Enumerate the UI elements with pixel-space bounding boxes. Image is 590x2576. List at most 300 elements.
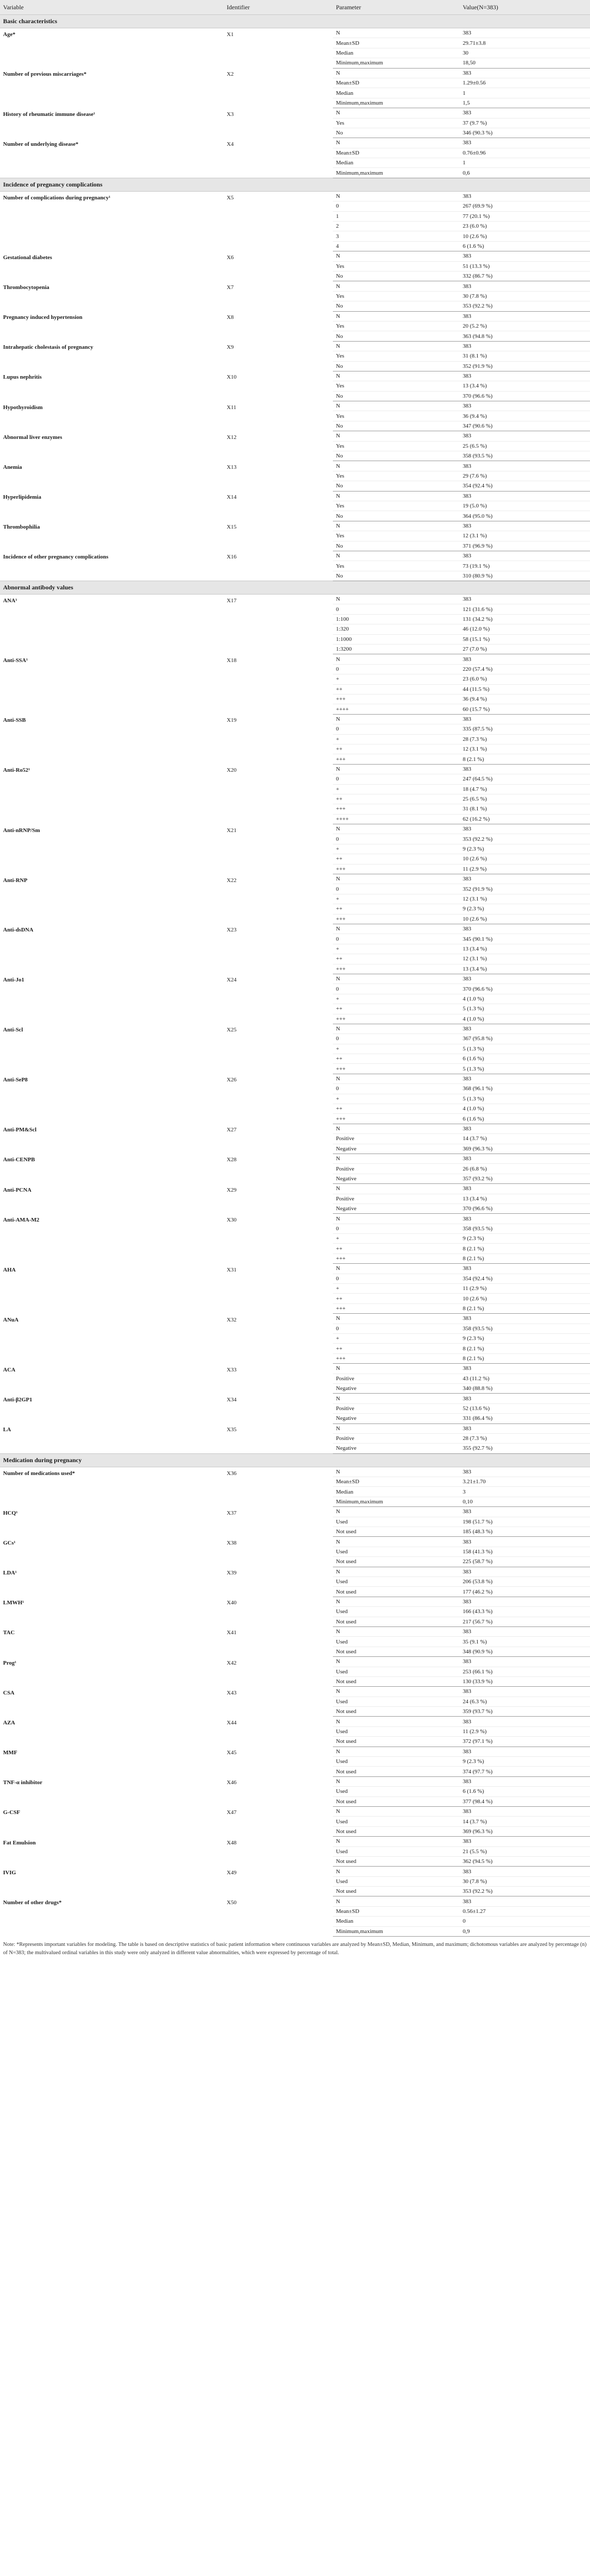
parameter-cell: + — [333, 734, 460, 744]
table-row — [0, 251, 590, 261]
value-cell: 27 (7.0 %) — [460, 645, 590, 654]
parameter-cell: ++++ — [333, 704, 460, 714]
value-cell: 383 — [460, 1747, 590, 1756]
parameter-cell: Minimum,maximum — [333, 168, 460, 178]
value-cell: 5 (1.3 %) — [460, 1044, 590, 1054]
variable-group — [0, 1314, 590, 1364]
parameter-cell: Median — [333, 1487, 460, 1497]
table-row — [0, 68, 590, 78]
value-cell: 13 (3.4 %) — [460, 1194, 590, 1204]
value-cell: 370 (96.6 %) — [460, 984, 590, 994]
value-cell: 185 (48.3 %) — [460, 1527, 590, 1537]
parameter-cell: N — [333, 1184, 460, 1194]
parameter-cell: Used — [333, 1697, 460, 1706]
parameter-cell: Median — [333, 1917, 460, 1926]
table-row — [0, 108, 590, 118]
variable-name: TNF-α inhibitor — [3, 1780, 43, 1786]
table-row — [0, 1314, 590, 1324]
variable-name: Gestational diabetes — [3, 254, 53, 261]
parameter-cell: +++ — [333, 1064, 460, 1074]
table-row — [0, 714, 590, 724]
value-cell: 8 (2.1 %) — [460, 1353, 590, 1363]
parameter-cell: N — [333, 491, 460, 501]
parameter-cell: Not used — [333, 1527, 460, 1537]
parameter-cell: + — [333, 1234, 460, 1244]
value-cell: 11 (2.9 %) — [460, 1726, 590, 1736]
table-row — [0, 371, 590, 381]
parameter-cell: No — [333, 511, 460, 521]
value-cell: 5 (1.3 %) — [460, 1004, 590, 1014]
variable-name: Hyperlipidemia — [3, 494, 41, 501]
value-cell: 23 (6.0 %) — [460, 674, 590, 684]
variable-name: Hypothyroidism — [3, 404, 43, 411]
variable-identifier: X6 — [227, 254, 234, 261]
value-cell: 374 (97.7 %) — [460, 1767, 590, 1776]
value-cell: 383 — [460, 28, 590, 38]
value-cell: 9 (2.3 %) — [460, 1757, 590, 1767]
parameter-cell: No — [333, 361, 460, 371]
value-cell: 383 — [460, 974, 590, 984]
parameter-cell: Yes — [333, 261, 460, 271]
parameter-cell: Used — [333, 1817, 460, 1826]
table-row — [0, 431, 590, 441]
value-cell: 357 (93.2 %) — [460, 1174, 590, 1183]
value-cell: 77 (20.1 %) — [460, 211, 590, 221]
parameter-cell: N — [333, 1896, 460, 1906]
parameter-cell: Median — [333, 158, 460, 168]
parameter-cell: 2 — [333, 222, 460, 231]
variable-name: Intrahepatic cholestasis of pregnancy — [3, 344, 93, 351]
value-cell: 1 — [460, 158, 590, 168]
parameter-cell: Minimum,maximum — [333, 1926, 460, 1936]
value-cell: 383 — [460, 1687, 590, 1697]
variable-name: Number of underlying disease* — [3, 141, 79, 147]
value-cell: 335 (87.5 %) — [460, 724, 590, 734]
value-cell: 4 (1.0 %) — [460, 1104, 590, 1114]
parameter-cell: +++ — [333, 1014, 460, 1024]
variable-identifier: X10 — [227, 374, 237, 381]
variable-name: ANuA — [3, 1316, 19, 1323]
parameter-cell: N — [333, 1394, 460, 1403]
value-cell: 369 (96.3 %) — [460, 1144, 590, 1154]
parameter-cell: +++ — [333, 804, 460, 814]
value-cell: 370 (96.6 %) — [460, 1204, 590, 1213]
parameter-cell: Not used — [333, 1797, 460, 1806]
variable-identifier: X26 — [227, 1077, 237, 1083]
table-row — [0, 824, 590, 834]
value-cell: 353 (92.2 %) — [460, 1887, 590, 1896]
parameter-cell: Used — [333, 1876, 460, 1886]
value-cell: 51 (13.3 %) — [460, 261, 590, 271]
value-cell: 370 (96.6 %) — [460, 391, 590, 401]
value-cell: 310 (80.9 %) — [460, 571, 590, 581]
value-cell: 18,50 — [460, 58, 590, 68]
value-cell: 358 (93.5 %) — [460, 1224, 590, 1233]
table-note: Note: *Represents important variables for modeling. The table is based on descriptive statistics of basic patient information where continuous variables are analyzed by Mean±SD, Median, Minimum, and maximum; dichotomous variables are analyzed by percentage (n) of N=383; the multivalued ordinal variables in this study were only analyzed in different value abnormalities, which were expressed by percentage of total. — [3, 1942, 587, 1956]
parameter-cell: + — [333, 1044, 460, 1054]
table-row — [0, 401, 590, 411]
parameter-cell: N — [333, 1024, 460, 1033]
table-row — [0, 595, 590, 604]
variable-name: AZA — [3, 1719, 15, 1726]
parameter-cell: Not used — [333, 1676, 460, 1686]
value-cell: 383 — [460, 251, 590, 261]
value-cell: 267 (69.9 %) — [460, 201, 590, 211]
variable-identifier: X16 — [227, 554, 237, 561]
parameter-cell: N — [333, 551, 460, 561]
parameter-cell: Negative — [333, 1204, 460, 1213]
value-cell: 355 (92.7 %) — [460, 1444, 590, 1453]
value-cell: 19 (5.0 %) — [460, 501, 590, 511]
variable-name: G-CSF — [3, 1809, 20, 1816]
variable-identifier: X50 — [227, 1899, 237, 1906]
parameter-cell: N — [333, 1867, 460, 1876]
variable-group — [0, 1567, 590, 1597]
variable-identifier: X40 — [227, 1600, 237, 1606]
parameter-cell: +++ — [333, 1303, 460, 1313]
variable-identifier: X12 — [227, 434, 237, 440]
variable-group — [0, 1806, 590, 1836]
parameter-cell: +++ — [333, 754, 460, 764]
variable-group — [0, 251, 590, 281]
parameter-cell: N — [333, 138, 460, 148]
parameter-cell: Positive — [333, 1374, 460, 1383]
parameter-cell: + — [333, 784, 460, 794]
parameter-cell: No — [333, 541, 460, 551]
variable-group — [0, 191, 590, 251]
parameter-cell: + — [333, 844, 460, 854]
parameter-cell: +++ — [333, 864, 460, 874]
variable-group — [0, 1717, 590, 1747]
section-header-row — [0, 15, 590, 28]
value-cell: 383 — [460, 595, 590, 604]
parameter-cell: N — [333, 461, 460, 471]
table-row — [0, 1626, 590, 1636]
table-row — [0, 341, 590, 351]
parameter-cell: N — [333, 1314, 460, 1324]
variable-name: Lupus nephritis — [3, 374, 42, 381]
table-row — [0, 1214, 590, 1224]
value-cell: 58 (15.1 %) — [460, 634, 590, 644]
value-cell: 383 — [460, 341, 590, 351]
value-cell: 29.71±3.8 — [460, 38, 590, 48]
parameter-cell: N — [333, 371, 460, 381]
value-cell: 383 — [460, 491, 590, 501]
parameter-cell: ++ — [333, 904, 460, 914]
parameter-cell: N — [333, 1467, 460, 1477]
variable-group — [0, 1747, 590, 1776]
parameter-cell: Median — [333, 88, 460, 98]
variable-name: Incidence of other pregnancy complications — [3, 554, 109, 561]
table-row — [0, 1867, 590, 1876]
variable-identifier: X11 — [227, 404, 237, 411]
value-cell: 14 (3.7 %) — [460, 1134, 590, 1144]
value-cell: 0.56±1.27 — [460, 1906, 590, 1916]
variable-identifier: X29 — [227, 1187, 237, 1193]
parameter-cell: 0 — [333, 1224, 460, 1233]
table-row — [0, 28, 590, 38]
value-cell: 8 (2.1 %) — [460, 1303, 590, 1313]
table-row — [0, 764, 590, 774]
value-cell: 247 (64.5 %) — [460, 774, 590, 784]
parameter-cell: Yes — [333, 441, 460, 451]
value-cell: 220 (57.4 %) — [460, 664, 590, 674]
value-cell: 383 — [460, 874, 590, 884]
parameter-cell: Negative — [333, 1144, 460, 1154]
value-cell: 383 — [460, 1154, 590, 1163]
value-cell: 383 — [460, 1597, 590, 1606]
variable-identifier: X19 — [227, 717, 237, 724]
value-cell: 10 (2.6 %) — [460, 854, 590, 864]
parameter-cell: Yes — [333, 501, 460, 511]
variable-identifier: X7 — [227, 284, 234, 291]
value-cell: 372 (97.1 %) — [460, 1737, 590, 1747]
variable-name: Anti-AMA-M2 — [3, 1216, 40, 1223]
parameter-cell: N — [333, 1364, 460, 1374]
variable-identifier: X48 — [227, 1839, 237, 1846]
parameter-cell: N — [333, 1214, 460, 1224]
parameter-cell: Yes — [333, 118, 460, 128]
variable-identifier: X36 — [227, 1470, 237, 1477]
parameter-cell: Negative — [333, 1444, 460, 1453]
table-row — [0, 1394, 590, 1403]
parameter-cell: Median — [333, 48, 460, 58]
parameter-cell: Not used — [333, 1557, 460, 1567]
variable-name: CSA — [3, 1689, 15, 1696]
value-cell: 362 (94.5 %) — [460, 1856, 590, 1866]
value-cell: 383 — [460, 764, 590, 774]
value-cell: 11 (2.9 %) — [460, 864, 590, 874]
parameter-cell: + — [333, 1094, 460, 1104]
variable-identifier: X42 — [227, 1659, 237, 1666]
table-row — [0, 1024, 590, 1033]
value-cell: 25 (6.5 %) — [460, 794, 590, 804]
value-cell: 35 (9.1 %) — [460, 1637, 590, 1647]
value-cell: 10 (2.6 %) — [460, 231, 590, 241]
value-cell: 1,5 — [460, 98, 590, 108]
value-cell: 0,10 — [460, 1497, 590, 1506]
variable-name: Thrombocytopenia — [3, 284, 49, 291]
value-cell: 25 (6.5 %) — [460, 441, 590, 451]
value-cell: 383 — [460, 1024, 590, 1033]
section-header-row — [0, 581, 590, 595]
value-cell: 371 (96.9 %) — [460, 541, 590, 551]
parameter-cell: 1:100 — [333, 614, 460, 624]
variable-group — [0, 1507, 590, 1537]
parameter-cell: Positive — [333, 1433, 460, 1443]
value-cell: 24 (6.3 %) — [460, 1697, 590, 1706]
value-cell: 1 — [460, 88, 590, 98]
table-row — [0, 1687, 590, 1697]
parameter-cell: +++ — [333, 914, 460, 924]
variable-name: Anti-dsDNA — [3, 927, 33, 934]
variable-identifier: X31 — [227, 1266, 237, 1273]
parameter-cell: Positive — [333, 1194, 460, 1204]
variable-group — [0, 874, 590, 924]
table-row — [0, 1467, 590, 1477]
parameter-cell: Not used — [333, 1707, 460, 1717]
value-cell: 383 — [460, 1124, 590, 1133]
variable-identifier: X20 — [227, 767, 237, 774]
section — [0, 15, 590, 28]
variable-name: Anti-CENPB — [3, 1157, 35, 1163]
variable-group — [0, 714, 590, 764]
table-row — [0, 138, 590, 148]
parameter-cell: N — [333, 1264, 460, 1274]
variable-group — [0, 138, 590, 178]
parameter-cell: N — [333, 874, 460, 884]
table-row — [0, 924, 590, 934]
value-cell: 30 (7.8 %) — [460, 1876, 590, 1886]
variable-name: Number of other drugs* — [3, 1899, 62, 1906]
variable-identifier: X21 — [227, 827, 237, 834]
variable-name: Anti-Jo1 — [3, 977, 24, 984]
parameter-cell: N — [333, 251, 460, 261]
parameter-cell: 1:1000 — [333, 634, 460, 644]
parameter-cell: 0 — [333, 884, 460, 894]
value-cell: 13 (3.4 %) — [460, 964, 590, 974]
table-row — [0, 1837, 590, 1846]
parameter-cell: Used — [333, 1547, 460, 1556]
parameter-cell: N — [333, 764, 460, 774]
header-variable: Variable — [0, 0, 224, 15]
parameter-cell: 0 — [333, 1324, 460, 1333]
parameter-cell: ++ — [333, 744, 460, 754]
parameter-cell: 0 — [333, 724, 460, 734]
variable-group — [0, 654, 590, 714]
value-cell: 8 (2.1 %) — [460, 1244, 590, 1253]
value-cell: 26 (6.8 %) — [460, 1164, 590, 1174]
parameter-cell: N — [333, 1657, 460, 1667]
value-cell: 6 (1.6 %) — [460, 1787, 590, 1797]
parameter-cell: N — [333, 714, 460, 724]
parameter-cell: 0 — [333, 834, 460, 844]
parameter-cell: N — [333, 1626, 460, 1636]
parameter-cell: N — [333, 311, 460, 321]
variable-name: LA — [3, 1427, 11, 1433]
parameter-cell: 1 — [333, 211, 460, 221]
header-value: Value(N=383) — [460, 0, 590, 15]
table-row — [0, 874, 590, 884]
variable-identifier: X4 — [227, 141, 234, 147]
value-cell: 36 (9.4 %) — [460, 411, 590, 421]
variable-name: Anti-SSB — [3, 717, 26, 724]
value-cell: 383 — [460, 1264, 590, 1274]
parameter-cell: Used — [333, 1667, 460, 1676]
variable-group — [0, 28, 590, 69]
variable-identifier: X3 — [227, 111, 234, 117]
parameter-cell: 0 — [333, 664, 460, 674]
value-cell: 383 — [460, 1214, 590, 1224]
table-row — [0, 1896, 590, 1906]
variable-name: MMF — [3, 1750, 18, 1756]
value-cell: 383 — [460, 1626, 590, 1636]
variable-group — [0, 491, 590, 521]
value-cell: 11 (2.9 %) — [460, 1284, 590, 1294]
value-cell: 43 (11.2 %) — [460, 1374, 590, 1383]
value-cell: 383 — [460, 1184, 590, 1194]
value-cell: 363 (94.8 %) — [460, 331, 590, 341]
table-row — [0, 1364, 590, 1374]
parameter-cell: + — [333, 674, 460, 684]
parameter-cell: + — [333, 944, 460, 954]
variable-group — [0, 341, 590, 371]
value-cell: 383 — [460, 1074, 590, 1083]
parameter-cell: ++ — [333, 684, 460, 694]
value-cell: 0,6 — [460, 168, 590, 178]
value-cell: 31 (8.1 %) — [460, 804, 590, 814]
value-cell: 1.29±0.56 — [460, 78, 590, 88]
table-row — [0, 654, 590, 664]
variable-group — [0, 311, 590, 341]
parameter-cell: Not used — [333, 1767, 460, 1776]
variable-group — [0, 924, 590, 974]
variable-group — [0, 974, 590, 1024]
table-row — [0, 1747, 590, 1756]
value-cell: 346 (90.3 %) — [460, 128, 590, 138]
variable-group — [0, 1467, 590, 1507]
value-cell: 383 — [460, 1567, 590, 1577]
variable-group — [0, 1074, 590, 1124]
variable-group — [0, 1776, 590, 1806]
value-cell: 383 — [460, 461, 590, 471]
variable-group — [0, 1657, 590, 1687]
parameter-cell: Yes — [333, 351, 460, 361]
table-row — [0, 1264, 590, 1274]
value-cell: 10 (2.6 %) — [460, 1294, 590, 1303]
value-cell: 383 — [460, 138, 590, 148]
value-cell: 383 — [460, 1806, 590, 1816]
table-row — [0, 1507, 590, 1517]
variable-group — [0, 1364, 590, 1394]
parameter-cell: N — [333, 924, 460, 934]
value-cell: 383 — [460, 401, 590, 411]
value-cell: 368 (96.1 %) — [460, 1084, 590, 1094]
variable-group — [0, 108, 590, 138]
parameter-cell: N — [333, 341, 460, 351]
parameter-cell: + — [333, 894, 460, 904]
variable-identifier: X27 — [227, 1127, 237, 1133]
variable-group — [0, 521, 590, 551]
value-cell: 6 (1.6 %) — [460, 1054, 590, 1064]
parameter-cell: ++++ — [333, 814, 460, 824]
value-cell: 340 (88.8 %) — [460, 1383, 590, 1393]
variable-name: Anti-Scl — [3, 1027, 23, 1033]
value-cell: 383 — [460, 1314, 590, 1324]
value-cell: 12 (3.1 %) — [460, 531, 590, 541]
value-cell: 345 (90.1 %) — [460, 934, 590, 944]
parameter-cell: ++ — [333, 1344, 460, 1353]
value-cell: 6 (1.6 %) — [460, 1114, 590, 1124]
value-cell: 347 (90.6 %) — [460, 421, 590, 431]
section-header-row — [0, 1453, 590, 1467]
parameter-cell: No — [333, 481, 460, 491]
parameter-cell: Not used — [333, 1617, 460, 1626]
variable-group — [0, 461, 590, 491]
value-cell: 13 (3.4 %) — [460, 381, 590, 391]
value-cell: 383 — [460, 654, 590, 664]
table-row — [0, 1124, 590, 1133]
variable-group — [0, 1867, 590, 1896]
parameter-cell: N — [333, 281, 460, 291]
table-row — [0, 974, 590, 984]
value-cell: 353 (92.2 %) — [460, 301, 590, 311]
variable-identifier: X9 — [227, 344, 234, 351]
parameter-cell: Not used — [333, 1887, 460, 1896]
value-cell: 383 — [460, 1467, 590, 1477]
parameter-cell: N — [333, 1687, 460, 1697]
value-cell: 73 (19.1 %) — [460, 561, 590, 571]
